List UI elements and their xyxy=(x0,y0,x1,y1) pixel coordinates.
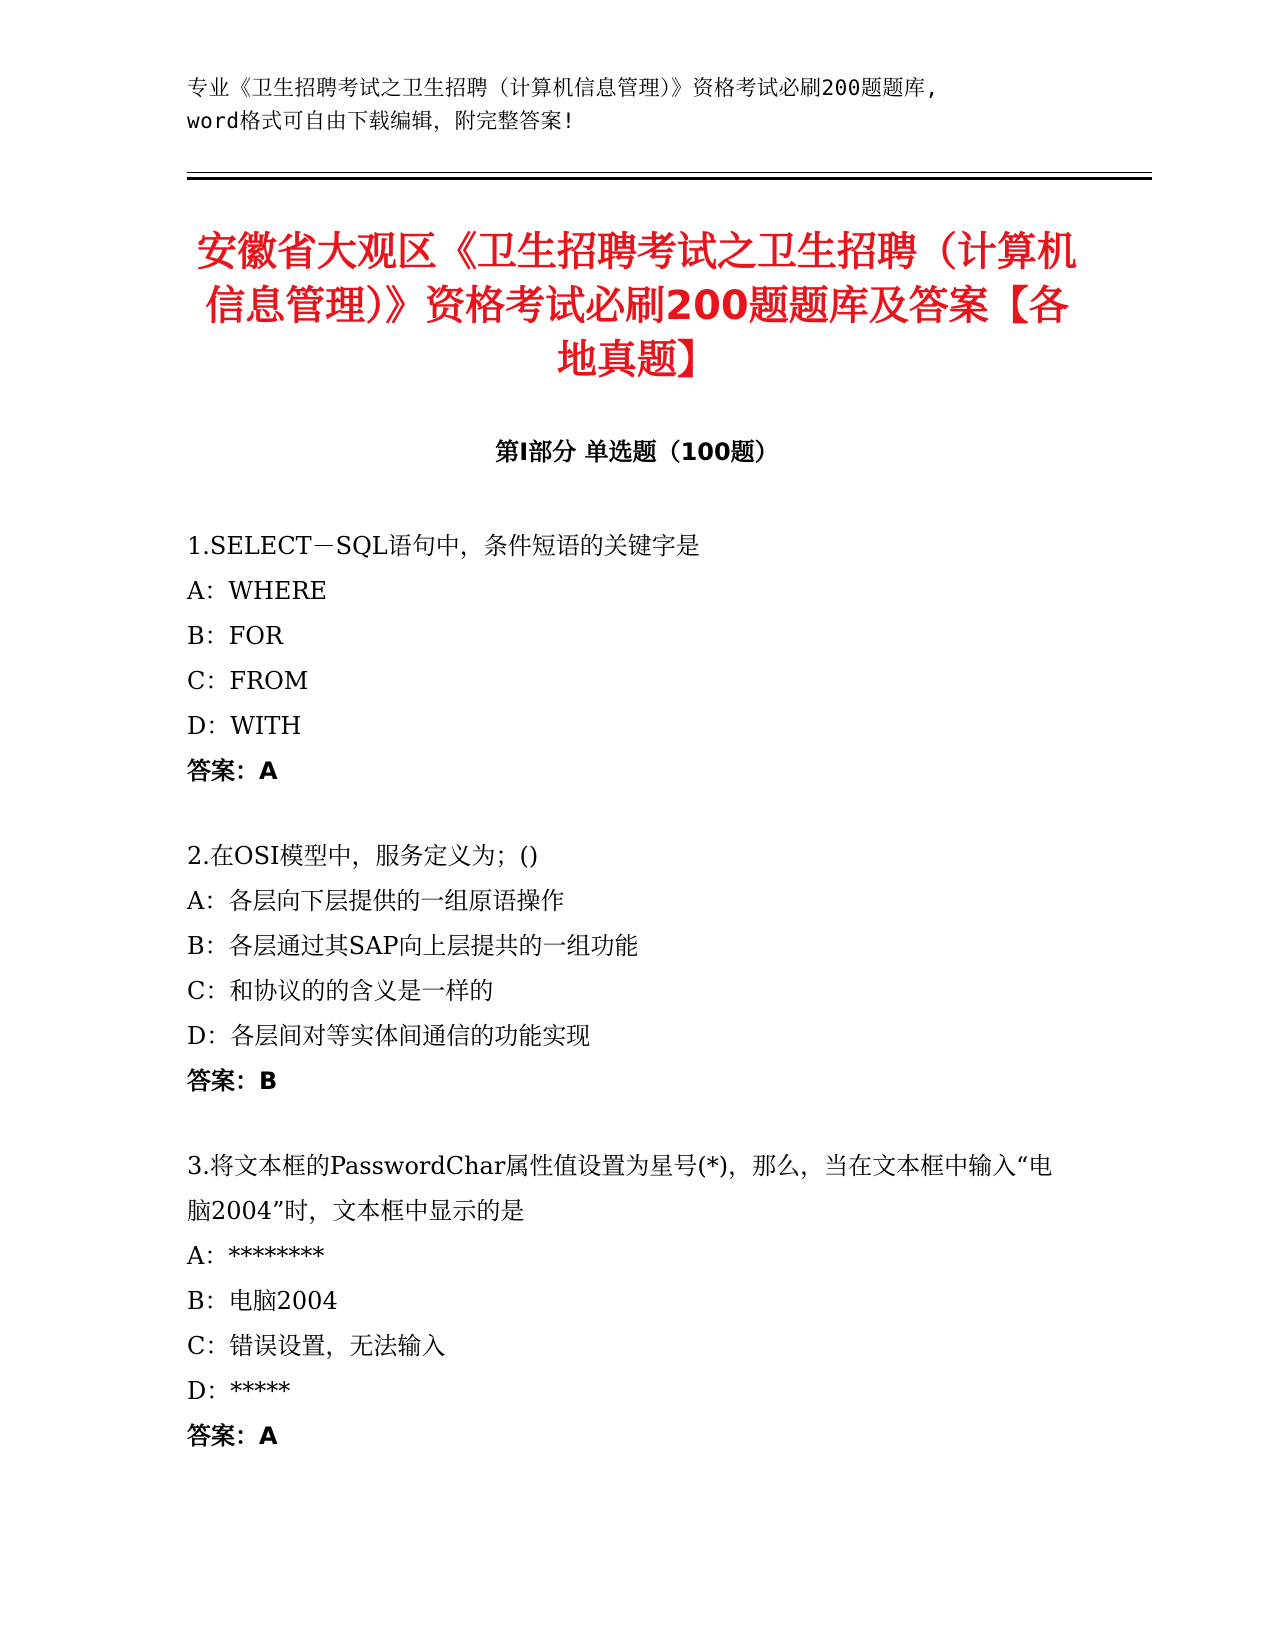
option-b: B：各层通过其SAP向上层提共的一组功能 xyxy=(187,932,639,960)
option-a: A：******** xyxy=(187,1242,325,1270)
header-note-line-2: word格式可自由下载编辑，附完整答案! xyxy=(187,109,576,133)
option-a: A：WHERE xyxy=(187,577,328,605)
option-b: B：电脑2004 xyxy=(187,1287,338,1315)
option-c: C：和协议的的含义是一样的 xyxy=(187,977,494,1005)
option-d: D：WITH xyxy=(187,712,302,740)
option-c: C：FROM xyxy=(187,667,309,695)
question-list xyxy=(187,524,1067,1499)
option-d: D：***** xyxy=(187,1377,291,1405)
header-rule-thick xyxy=(187,177,1152,180)
option-a: A：各层向下层提供的一组原语操作 xyxy=(187,887,565,915)
answer: 答案：B xyxy=(187,1067,278,1095)
answer: 答案：A xyxy=(187,1422,278,1450)
question-2 xyxy=(187,834,1067,1104)
section-title: 第I部分 单选题（100题） xyxy=(495,438,779,466)
question-stem: 2.在OSI模型中，服务定义为；() xyxy=(187,842,539,870)
question-1 xyxy=(187,524,1067,794)
header-rule-thin xyxy=(187,172,1152,173)
option-c: C：错误设置，无法输入 xyxy=(187,1332,446,1360)
question-3 xyxy=(187,1144,1067,1459)
question-stem: 3.将文本框的PasswordChar属性值设置为星号(*)，那么，当在文本框中输入“电脑2004”时，文本框中显示的是 xyxy=(187,1152,1053,1225)
answer: 答案：A xyxy=(187,757,278,785)
header-note-line-1: 专业《卫生招聘考试之卫生招聘（计算机信息管理）》资格考试必刷200题题库, xyxy=(187,76,939,100)
question-stem: 1.SELECT－SQL语句中，条件短语的关键字是 xyxy=(187,532,700,560)
header-note xyxy=(187,72,1087,138)
document-title: 安徽省大观区《卫生招聘考试之卫生招聘（计算机信息管理）》资格考试必刷200题题库及答案【各地真题】 xyxy=(197,229,1077,383)
option-d: D：各层间对等实体间通信的功能实现 xyxy=(187,1022,591,1050)
option-b: B：FOR xyxy=(187,622,284,650)
